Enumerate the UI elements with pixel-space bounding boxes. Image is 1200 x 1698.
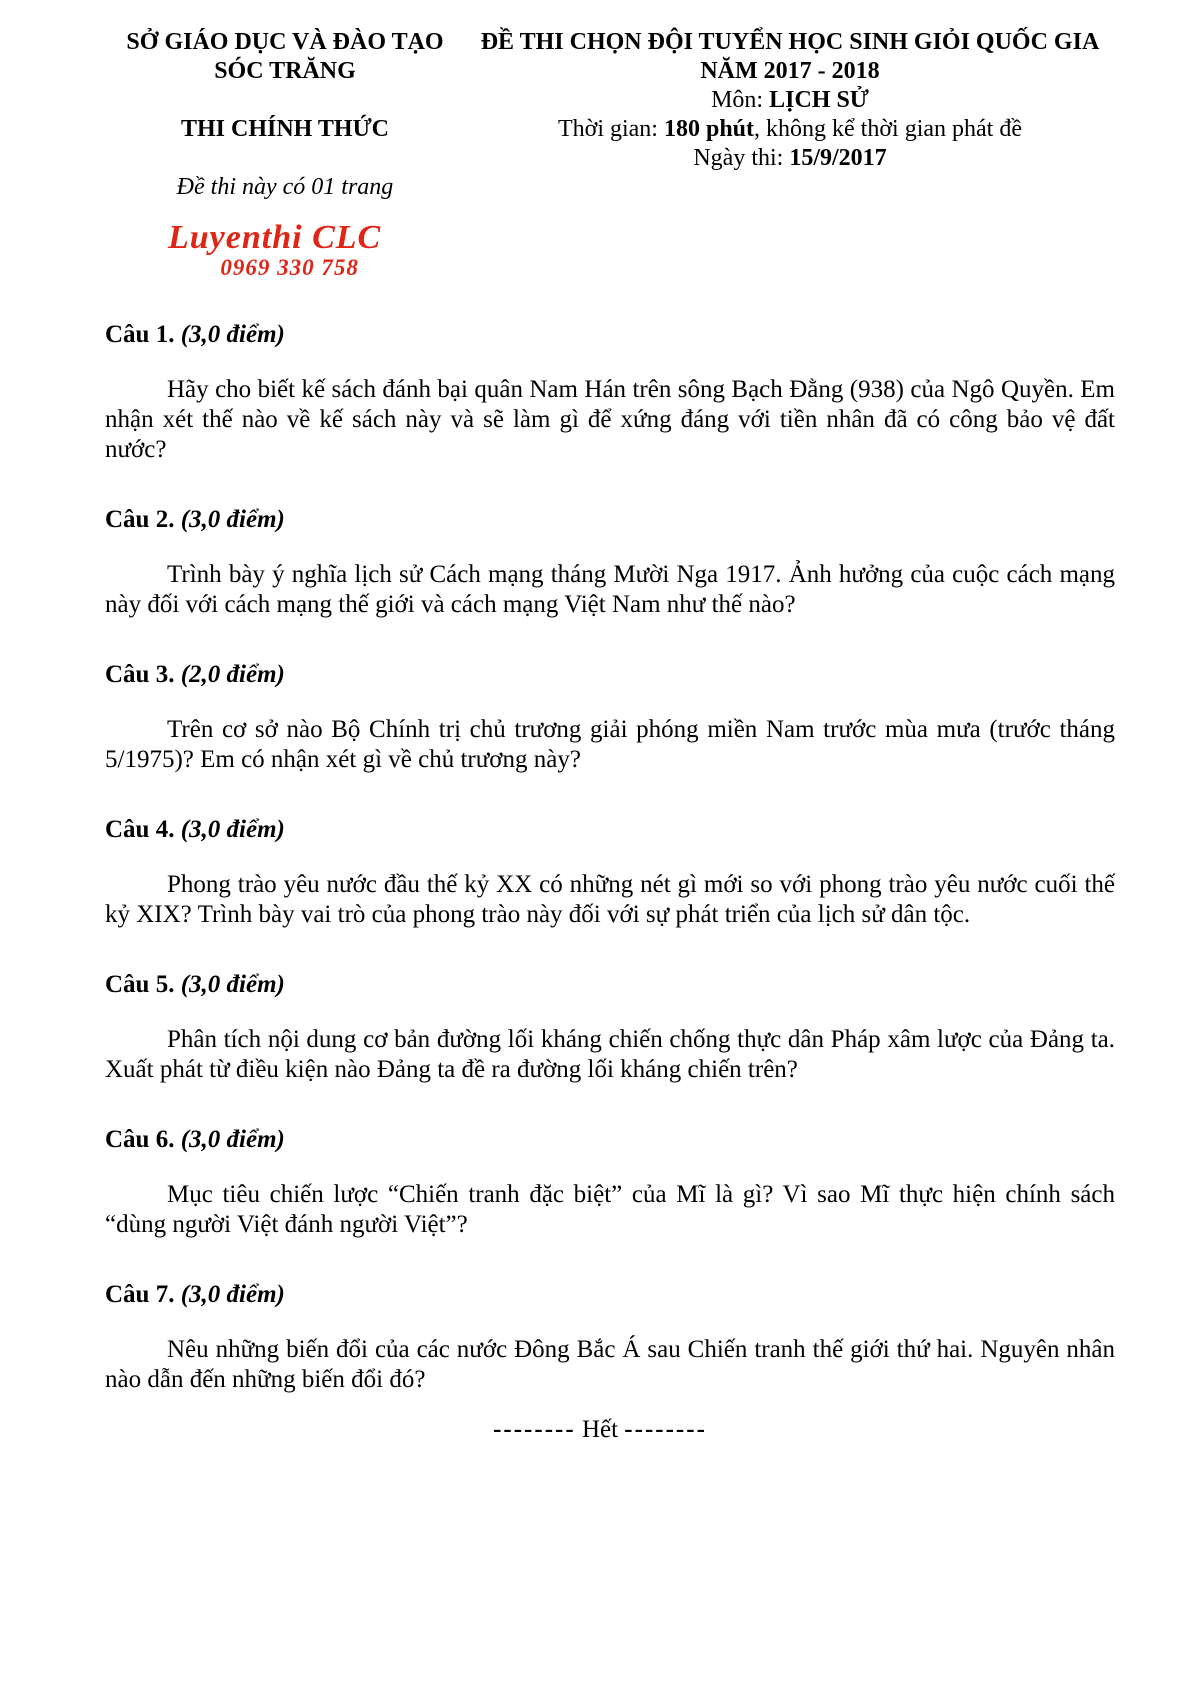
question-1-text: Hãy cho biết kế sách đánh bại quân Nam Hán trên sông Bạch Đằng (938) của Ngô Quyền. Em nhận xét thế nào về kế sách này và sẽ làm gì để xứng đáng với tiền nhân đã có công bảo vệ đất nước? [105,376,1115,463]
question-7-number: Câu 7. [105,1281,175,1308]
time-line [465,115,1115,144]
header-left-column [105,28,465,202]
question-2-text: Trình bày ý nghĩa lịch sử Cách mạng tháng Mười Nga 1917. Ảnh hưởng của cuộc cách mạng này đối với cách mạng thế giới và cách mạng Việt Nam như thế nào? [105,561,1115,618]
luyenthi-clc-logo [168,220,381,280]
question-7 [105,1280,1115,1395]
question-2-heading [105,505,1115,535]
question-2 [105,505,1115,620]
end-dashes-right: -------- [624,1416,707,1443]
end-of-exam-marker [0,1415,1200,1445]
question-1-heading [105,320,1115,350]
question-7-points: (3,0 điểm) [180,1281,285,1308]
questions-section [105,320,1115,1395]
question-1-points: (3,0 điểm) [180,321,285,348]
question-4-heading [105,815,1115,845]
exam-title-line1: ĐỀ THI CHỌN ĐỘI TUYỂN HỌC SINH GIỎI QUỐC GIA [480,29,1100,55]
question-2-number: Câu 2. [105,506,175,533]
department-name-line1: SỞ GIÁO DỤC VÀ ĐÀO TẠO [126,29,444,55]
subject-value: LỊCH SỬ [769,87,869,113]
exam-type-label: THI CHÍNH THỨC [180,116,390,142]
question-7-text: Nêu những biến đổi của các nước Đông Bắc Á sau Chiến tranh thế giới thứ hai. Nguyên nhân nào dẫn đến những biến đổi đó? [105,1336,1115,1393]
question-4 [105,815,1115,930]
question-3-points: (2,0 điểm) [180,661,285,688]
question-4-number: Câu 4. [105,816,175,843]
exam-date-line [465,144,1115,173]
question-1 [105,320,1115,465]
exam-title-line2: NĂM 2017 - 2018 [700,58,880,84]
question-5-heading [105,970,1115,1000]
question-4-text: Phong trào yêu nước đầu thế kỷ XX có những nét gì mới so với phong trào yêu nước cuối thế kỷ XIX? Trình bày vai trò của phong trào này đối với sự phát triển của lịch sử dân tộc. [105,871,1115,928]
question-2-points: (3,0 điểm) [180,506,285,533]
question-5-points: (3,0 điểm) [180,971,285,998]
header-right-column [465,28,1115,202]
department-name-line2: SÓC TRĂNG [214,58,356,84]
time-suffix: , không kể thời gian phát đề [754,116,1023,142]
question-1-number: Câu 1. [105,321,175,348]
question-3-number: Câu 3. [105,661,175,688]
page-count-note: Đề thi này có 01 trang [176,174,394,200]
logo-brand-text: Luyenthi CLC [168,219,382,256]
time-value: 180 phút [663,116,755,142]
question-3-text: Trên cơ sở nào Bộ Chính trị chủ trương giải phóng miền Nam trước mùa mưa (trước tháng 5/1975)? Em có nhận xét gì về chủ trương này? [105,716,1115,773]
exam-header [0,0,1200,202]
subject-label: Môn: [711,87,770,113]
exam-date-label: Ngày thi: [693,145,790,171]
header-spacer [105,86,465,115]
subject-line [465,86,1115,115]
question-5-number: Câu 5. [105,971,175,998]
time-label: Thời gian: [557,116,664,142]
question-6-text: Mục tiêu chiến lược “Chiến tranh đặc biệt” của Mĩ là gì? Vì sao Mĩ thực hiện chính sách “dùng người Việt đánh người Việt”? [105,1181,1115,1238]
question-3-heading [105,660,1115,690]
question-5-text: Phân tích nội dung cơ bản đường lối kháng chiến chống thực dân Pháp xâm lược của Đảng ta. Xuất phát từ điều kiện nào Đảng ta đề ra đường lối kháng chiến trên? [105,1026,1115,1083]
header-spacer [105,144,465,173]
end-dashes-left: -------- [493,1416,576,1443]
question-3 [105,660,1115,775]
question-5 [105,970,1115,1085]
question-4-points: (3,0 điểm) [180,816,285,843]
question-7-heading [105,1280,1115,1310]
question-6 [105,1125,1115,1240]
question-6-number: Câu 6. [105,1126,175,1153]
question-6-heading [105,1125,1115,1155]
logo-phone-number: 0969 330 758 [220,255,359,280]
exam-date-value: 15/9/2017 [789,145,887,171]
question-6-points: (3,0 điểm) [180,1126,285,1153]
end-label: Hết [581,1416,619,1443]
